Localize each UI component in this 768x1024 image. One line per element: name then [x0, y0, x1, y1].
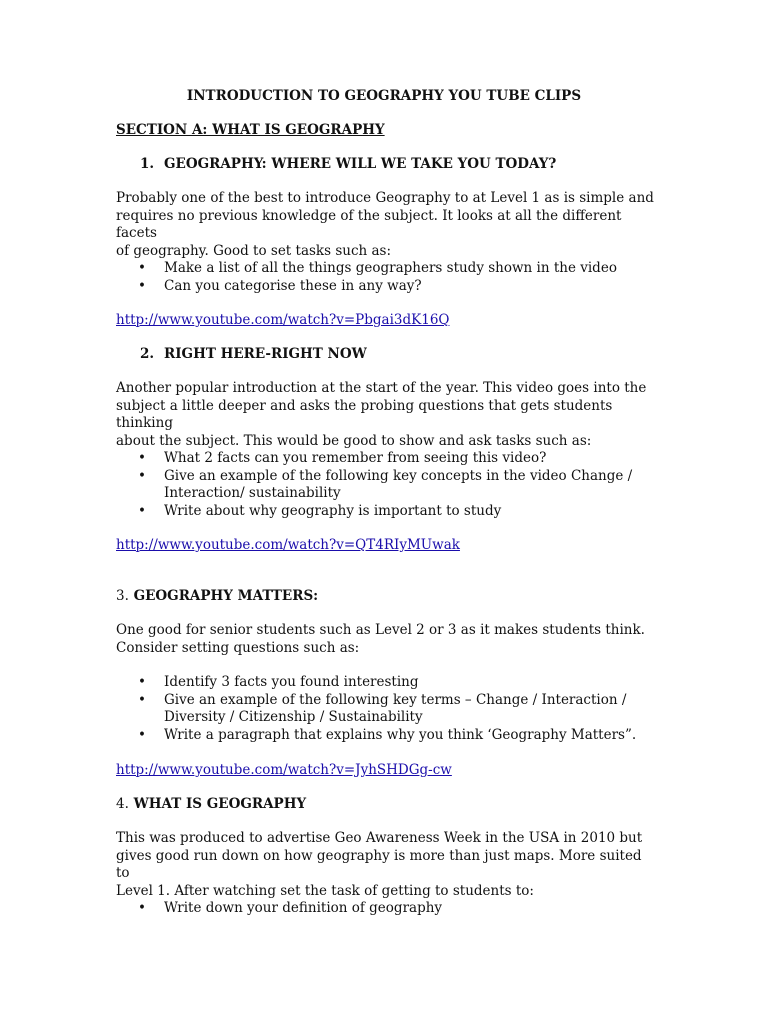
page-title: INTRODUCTION TO GEOGRAPHY YOU TUBE CLIPS — [186, 88, 582, 104]
clip-4-paragraph-line: This was produced to advertise Geo Awareness Week in the USA in 2010 but — [116, 830, 643, 846]
clip-1-paragraph-line: requires no previous knowledge of the subject. It looks at all the different facets — [116, 207, 622, 241]
clip-3-heading — [116, 588, 656, 606]
clip-4-paragraph-line: Level 1. After watching set the task of getting to students to: — [116, 882, 534, 899]
clip-1-video-link[interactable]: http://www.youtube.com/watch?v=Pbgai3dK16Q — [116, 312, 450, 328]
bullet-icon: • — [138, 674, 146, 690]
list-item: • Write about why geography is important to study — [138, 502, 502, 519]
bullet-icon: • — [138, 467, 146, 484]
clip-4-paragraph-line: gives good run down on how geography is more than just maps. More suited to — [116, 847, 642, 881]
clip-4-number: 4. — [116, 796, 129, 812]
list-item: • Give an example of the following key terms – Change / Interaction / Diversity / Citizenship / Sustainability — [138, 691, 627, 725]
bullet-icon: • — [138, 502, 146, 519]
clip-2-paragraph-line: Another popular introduction at the start of the year. This video goes into the — [116, 380, 647, 396]
list-item: • What 2 facts can you remember from seeing this video? — [138, 450, 547, 466]
section-a-heading: SECTION A: WHAT IS GEOGRAPHY — [116, 122, 385, 138]
clip-3-paragraph-line: Consider setting questions such as: — [116, 639, 360, 656]
clip-3-paragraph — [116, 622, 656, 657]
clip-4-title: WHAT IS GEOGRAPHY — [133, 796, 307, 812]
clip-3-number: 3. — [116, 588, 129, 604]
clip-2-paragraph-line: about the subject. This would be good to show and ask tasks such as: — [116, 432, 592, 449]
bullet-icon: • — [138, 277, 146, 294]
clip-2-heading — [116, 346, 656, 364]
clip-4-paragraph — [116, 830, 656, 900]
clip-2-paragraph-line: subject a little deeper and asks the probing questions that gets students thinking — [116, 397, 613, 431]
clip-1-heading — [116, 156, 656, 174]
list-item: • Identify 3 facts you found interesting — [138, 674, 419, 690]
clip-1-title: GEOGRAPHY: WHERE WILL WE TAKE YOU TODAY? — [164, 156, 557, 172]
bullet-icon: • — [138, 691, 146, 708]
clip-1-number: 1. — [140, 156, 155, 172]
list-item: • Make a list of all the things geographers study shown in the video — [138, 260, 617, 276]
list-item: • Write a paragraph that explains why you think ‘Geography Matters”. — [138, 726, 637, 743]
clip-1-paragraph — [116, 190, 656, 260]
clip-2-task-list — [116, 450, 656, 520]
bullet-icon: • — [138, 900, 146, 916]
clip-2-paragraph — [116, 380, 656, 450]
clip-2-video-link[interactable]: http://www.youtube.com/watch?v=QT4RIyMUwak — [116, 537, 460, 553]
clip-2-title: RIGHT HERE-RIGHT NOW — [164, 346, 367, 362]
clip-3-task-list — [116, 674, 656, 744]
clip-1-paragraph-line: of geography. Good to set tasks such as: — [116, 242, 392, 259]
bullet-icon: • — [138, 450, 146, 466]
list-item: • Can you categorise these in any way? — [138, 277, 422, 294]
list-item: • Give an example of the following key concepts in the video Change / Interaction/ sustainability — [138, 467, 633, 501]
clip-1-task-list — [116, 260, 656, 295]
clip-4-task-list — [116, 900, 656, 918]
bullet-icon: • — [138, 726, 146, 743]
bullet-icon: • — [138, 260, 146, 276]
clip-2-number: 2. — [140, 346, 155, 362]
clip-3-paragraph-line: One good for senior students such as Level 2 or 3 as it makes students think. — [116, 622, 645, 638]
clip-1-paragraph-line: Probably one of the best to introduce Geography to at Level 1 as is simple and — [116, 190, 654, 206]
list-item: • Write down your definition of geography — [138, 900, 443, 916]
clip-3-video-link[interactable]: http://www.youtube.com/watch?v=JyhSHDGg-cw — [116, 762, 452, 778]
clip-4-heading — [116, 796, 656, 814]
clip-3-title: GEOGRAPHY MATTERS: — [133, 588, 319, 604]
